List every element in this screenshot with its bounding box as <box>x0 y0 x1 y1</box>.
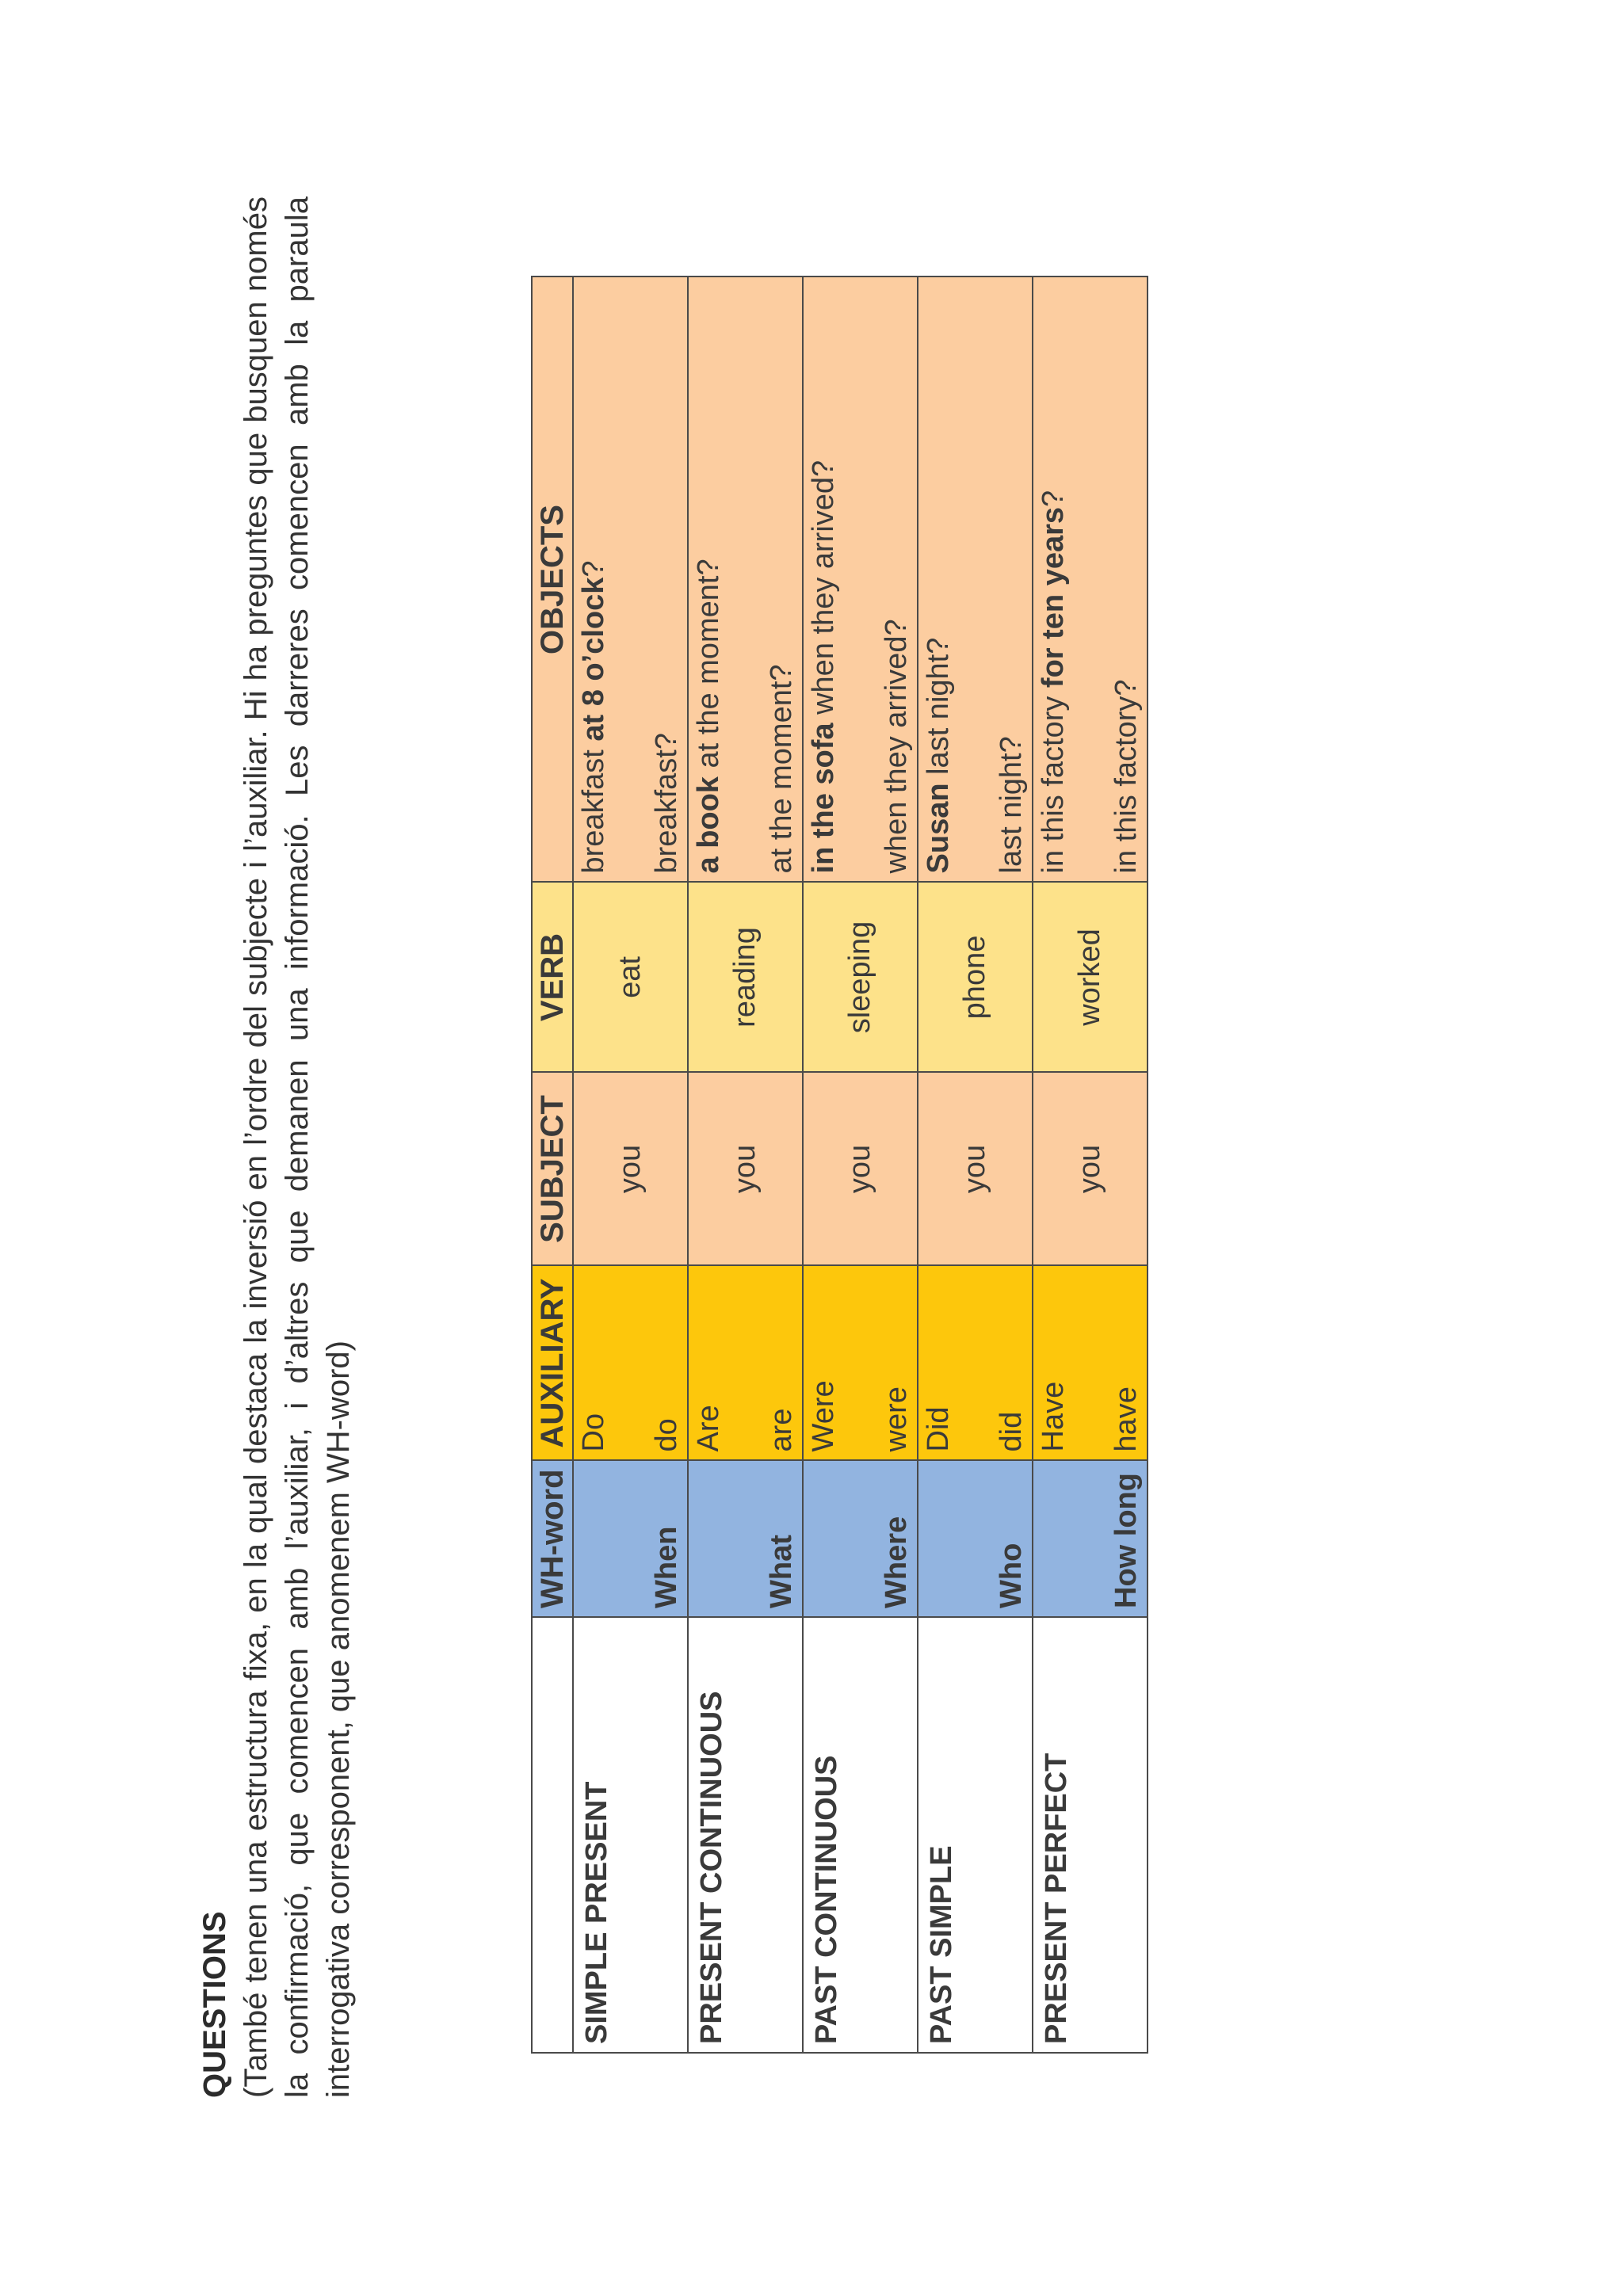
aux-cell <box>688 1265 803 1460</box>
subject-cell: you <box>573 1072 688 1265</box>
obj-yesno <box>807 460 841 874</box>
verb-cell: reading <box>688 882 803 1072</box>
objects-cell <box>803 277 918 882</box>
wh-word: When <box>650 1526 683 1608</box>
objects-cell <box>688 277 803 882</box>
wh-cell <box>573 1460 688 1617</box>
wh-word: What <box>765 1535 798 1608</box>
aux-wh: do <box>650 1418 683 1452</box>
aux-yesno: Do <box>577 1413 610 1452</box>
obj-focus: for ten years <box>1037 506 1070 688</box>
tense-label: PAST CONTINUOUS <box>810 1755 843 2044</box>
wh-word: Who <box>995 1543 1028 1608</box>
obj-yesno <box>692 559 726 873</box>
objects-cell <box>573 277 688 882</box>
wh-word: How long <box>1109 1473 1143 1608</box>
table-row <box>918 277 1033 2053</box>
objects-cell <box>1033 277 1148 882</box>
header-verb: VERB <box>532 882 573 1072</box>
obj-text: breakfast <box>577 741 610 874</box>
obj-wh: last night? <box>995 736 1028 874</box>
obj-yesno <box>1037 490 1071 874</box>
header-wh-word: WH-word <box>532 1460 573 1617</box>
obj-text: when they arrived? <box>807 460 840 723</box>
obj-wh: breakfast? <box>650 733 683 874</box>
subject-cell: you <box>1033 1072 1148 1265</box>
tense-label: PRESENT PERFECT <box>1040 1753 1073 2044</box>
wh-cell <box>803 1460 918 1617</box>
obj-text: in this factory <box>1037 688 1070 874</box>
header-row <box>532 277 573 2053</box>
obj-text: last night? <box>922 637 955 784</box>
header-objects: OBJECTS <box>532 277 573 882</box>
tense-label: PRESENT CONTINUOUS <box>695 1691 728 2044</box>
tense-label: PAST SIMPLE <box>925 1845 958 2044</box>
aux-wh: were <box>880 1386 913 1452</box>
aux-wh: are <box>765 1408 798 1452</box>
intro-paragraph: (També tenen una estructura fixa, en la qual destaca la inversió en l’ordre del subjecte i l’auxiliar. Hi ha preguntes que busquen només la confirmació, que comencen amb l’auxiliar, i d’altres que demanen una informació. Les darreres comencen amb la paraula interrogativa corresponent, que anomenem WH-word) <box>239 196 356 2098</box>
aux-cell <box>803 1265 918 1460</box>
table-row <box>1033 277 1148 2053</box>
header-auxiliary: AUXILIARY <box>532 1265 573 1460</box>
obj-focus: a book <box>692 776 725 874</box>
aux-wh: have <box>1109 1386 1143 1452</box>
wh-cell <box>688 1460 803 1617</box>
obj-focus: at 8 o’clock <box>577 577 610 742</box>
table-row <box>803 277 918 2053</box>
subject-cell: you <box>803 1072 918 1265</box>
aux-wh: did <box>995 1411 1028 1452</box>
questions-table <box>531 276 1148 2054</box>
tense-label: SIMPLE PRESENT <box>580 1781 613 2044</box>
aux-yesno: Did <box>922 1406 955 1452</box>
tense-cell <box>688 1617 803 2053</box>
verb-cell: sleeping <box>803 882 918 1072</box>
obj-wh: in this factory? <box>1109 679 1143 874</box>
obj-wh: when they arrived? <box>880 619 913 874</box>
wh-cell <box>1033 1460 1148 1617</box>
subject-cell: you <box>688 1072 803 1265</box>
obj-focus: Susan <box>922 783 955 874</box>
table-row <box>688 277 803 2053</box>
aux-cell <box>918 1265 1033 1460</box>
tense-cell <box>1033 1617 1148 2053</box>
aux-yesno: Were <box>807 1380 840 1452</box>
subject-cell: you <box>918 1072 1033 1265</box>
objects-cell <box>918 277 1033 882</box>
aux-yesno: Are <box>692 1405 725 1452</box>
wh-cell <box>918 1460 1033 1617</box>
tense-cell <box>573 1617 688 2053</box>
table-row <box>573 277 688 2053</box>
obj-text: ? <box>577 560 610 578</box>
header-blank <box>532 1617 573 2053</box>
page-title: QUESTIONS <box>197 1911 232 2098</box>
tense-cell <box>803 1617 918 2053</box>
verb-cell: worked <box>1033 882 1148 1072</box>
aux-cell <box>1033 1265 1148 1460</box>
wh-word: Where <box>880 1516 913 1608</box>
obj-focus: in the sofa <box>807 723 840 874</box>
aux-cell <box>573 1265 688 1460</box>
tense-cell <box>918 1617 1033 2053</box>
obj-yesno <box>922 638 956 874</box>
obj-wh: at the moment? <box>765 664 798 874</box>
obj-yesno <box>577 560 611 873</box>
obj-text: at the moment? <box>692 559 725 777</box>
verb-cell: eat <box>573 882 688 1072</box>
header-subject: SUBJECT <box>532 1072 573 1265</box>
aux-yesno: Have <box>1037 1381 1070 1452</box>
intro-block <box>194 196 359 2098</box>
obj-text: ? <box>1037 490 1070 507</box>
verb-cell: phone <box>918 882 1033 1072</box>
